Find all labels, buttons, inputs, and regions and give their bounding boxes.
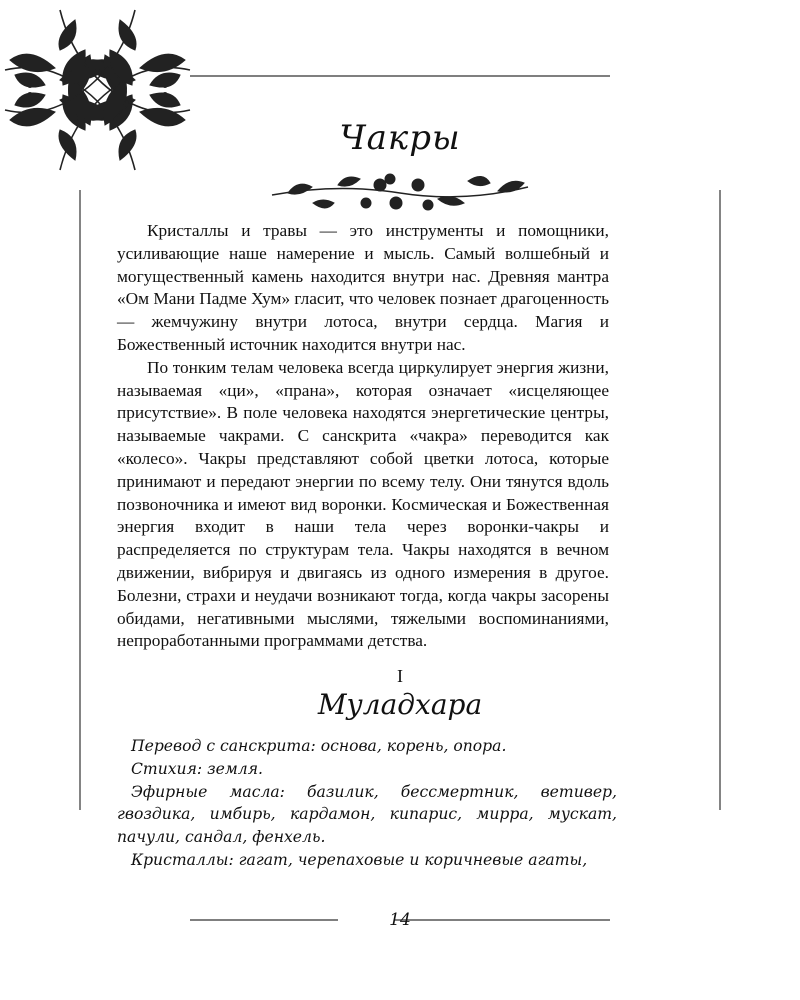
detail-oils: Эфирные масла: базилик, бессмертник, ветивер, гвоздика, имбирь, кардамон, кипарис, мирра, мускат, пачули, сандал, фенхель. — [117, 782, 617, 847]
page-title: Чакры — [339, 118, 461, 158]
chakra-details — [117, 735, 617, 872]
section-numeral: I — [397, 666, 403, 686]
detail-translation: Перевод с санскрита: основа, корень, опора. — [131, 737, 507, 755]
main-text — [117, 220, 609, 653]
section-title: Муладхара — [317, 688, 483, 721]
paragraph: Кристаллы и травы — это инструменты и помощники, усиливающие наше намерение и мысль. Самый волшебный и могущественный камень находится внутри нас. Древняя мантра «Ом Мани Падме Хум» гласит, что человек познает драгоценность — жемчужину внутри лотоса, внутри сердца. Магия и Божественный источник находится внутри нас. — [117, 221, 609, 354]
detail-crystals: Кристаллы: гагат, черепаховые и коричневые агаты, — [131, 850, 588, 869]
detail-element: Стихия: земля. — [131, 759, 264, 778]
page-number: 14 — [389, 910, 411, 930]
berry-branch-ornament — [268, 165, 532, 217]
paragraph: По тонким телам человека всегда циркулирует энергия жизни, называемая «ци», «прана», которая означает «исцеляющее присутствие». В поле человека находятся энергетические центры, называемые чакрами. С санскрита «чакра» переводится как «колесо». Чакры представляют собой цветки лотоса, которые принимают и передают энергии по всему телу. Они тянутся вдоль позвоночника и имеют вид воронки. Космическая и Божественная энергия входит в наши тела через воронки-чакры и распределяется по структурам тела. Чакры находятся в вечном движении, вибрируя и двигаясь из одного измерения в другое. Болезни, страхи и неудачи возникают тогда, когда чакры засорены обидами, негативными мыслями, тяжелыми воспоминаниями, непроработанными программами детства. — [117, 357, 609, 651]
